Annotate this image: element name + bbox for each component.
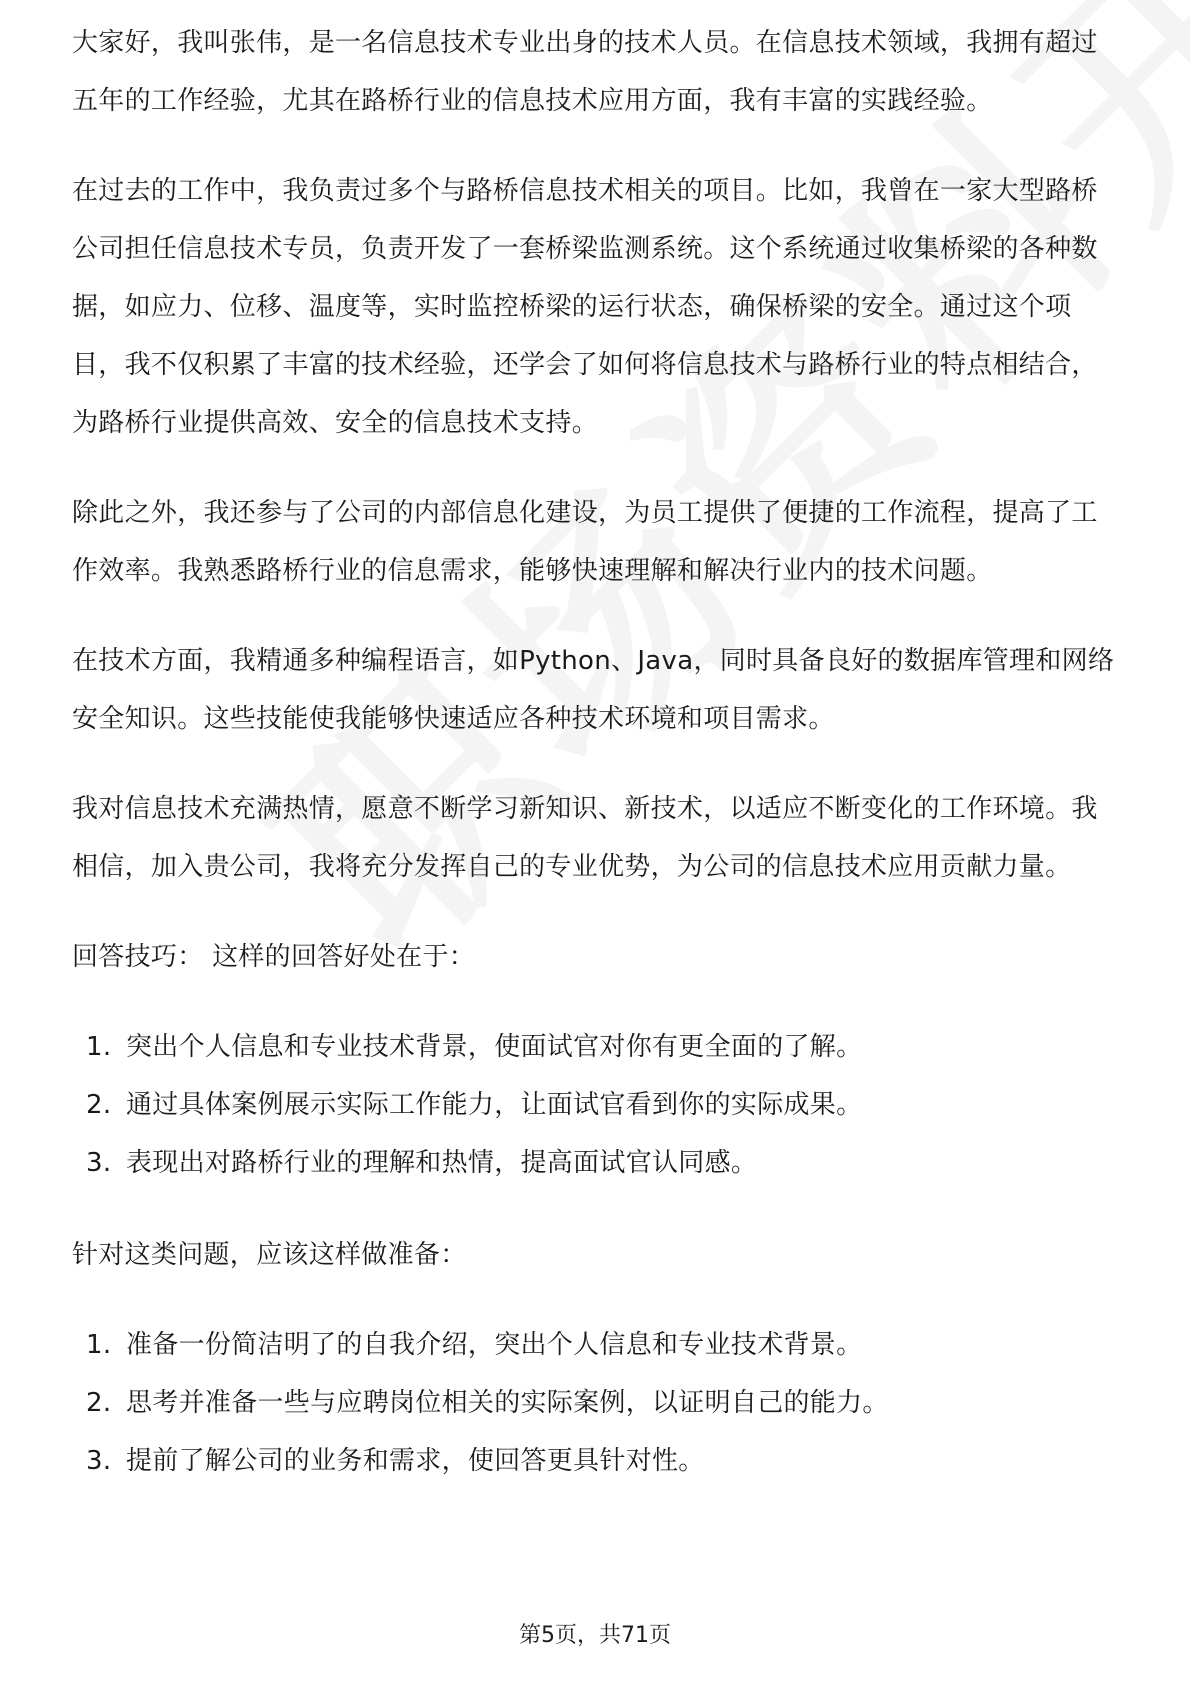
project-experience-paragraph: 在过去的工作中，我负责过多个与路桥信息技术相关的项目。比如，我曾在一家大型路桥公司担任信息技术专员，负责开发了一套桥梁监测系统。这个系统通过收集桥梁的各种数据，如应力、位移、温度等，实时监控桥梁的运行状态，确保桥梁的安全。通过这个项目，我不仅积累了丰富的技术经验，还学会了如何将信息技术与路桥行业的特点相结合，为路桥行业提供高效、安全的信息技术支持。 [72, 176, 1098, 438]
document-body [72, 16, 1122, 1524]
tips-heading: 回答技巧： 这样的回答好处在于： [72, 942, 476, 972]
list-number: 3. [86, 1446, 112, 1476]
page-number: 第5页，共71页 [519, 1623, 671, 1648]
internal-it-paragraph: 除此之外，我还参与了公司的内部信息化建设，为员工提供了便捷的工作流程，提高了工作效率。我熟悉路桥行业的信息需求，能够快速理解和解决行业内的技术问题。 [72, 498, 1098, 586]
list-item [72, 1374, 1122, 1432]
list-item [72, 1316, 1122, 1374]
list-item-text: 突出个人信息和专业技术背景，使面试官对你有更全面的了解。 [126, 1032, 863, 1062]
prep-heading: 针对这类问题，应该这样做准备： [72, 1240, 467, 1270]
list-item-text: 通过具体案例展示实际工作能力，让面试官看到你的实际成果。 [126, 1090, 863, 1120]
list-item-text: 提前了解公司的业务和需求，使回答更具针对性。 [126, 1446, 705, 1476]
passion-paragraph: 我对信息技术充满热情，愿意不断学习新知识、新技术，以适应不断变化的工作环境。我相信，加入贵公司，我将充分发挥自己的专业优势，为公司的信息技术应用贡献力量。 [72, 794, 1098, 882]
tech-skills-paragraph: 在技术方面，我精通多种编程语言，如Python、Java，同时具备良好的数据库管理和网络安全知识。这些技能使我能够快速适应各种技术环境和项目需求。 [72, 646, 1115, 734]
list-item [72, 1432, 1122, 1490]
prep-list [72, 1316, 1122, 1490]
tips-list [72, 1018, 1122, 1192]
list-item-text: 准备一份简洁明了的自我介绍，突出个人信息和专业技术背景。 [126, 1330, 863, 1360]
list-number: 3. [86, 1148, 112, 1178]
list-number: 2. [86, 1388, 112, 1418]
list-number: 1. [86, 1330, 112, 1360]
list-item [72, 1076, 1122, 1134]
list-item-text: 思考并准备一些与应聘岗位相关的实际案例，以证明自己的能力。 [126, 1388, 889, 1418]
list-number: 2. [86, 1090, 112, 1120]
intro-paragraph: 大家好，我叫张伟，是一名信息技术专业出身的技术人员。在信息技术领域，我拥有超过五年的工作经验，尤其在路桥行业的信息技术应用方面，我有丰富的实践经验。 [72, 28, 1098, 116]
list-number: 1. [86, 1032, 112, 1062]
list-item [72, 1134, 1122, 1192]
list-item [72, 1018, 1122, 1076]
list-item-text: 表现出对路桥行业的理解和热情，提高面试官认同感。 [126, 1148, 758, 1178]
